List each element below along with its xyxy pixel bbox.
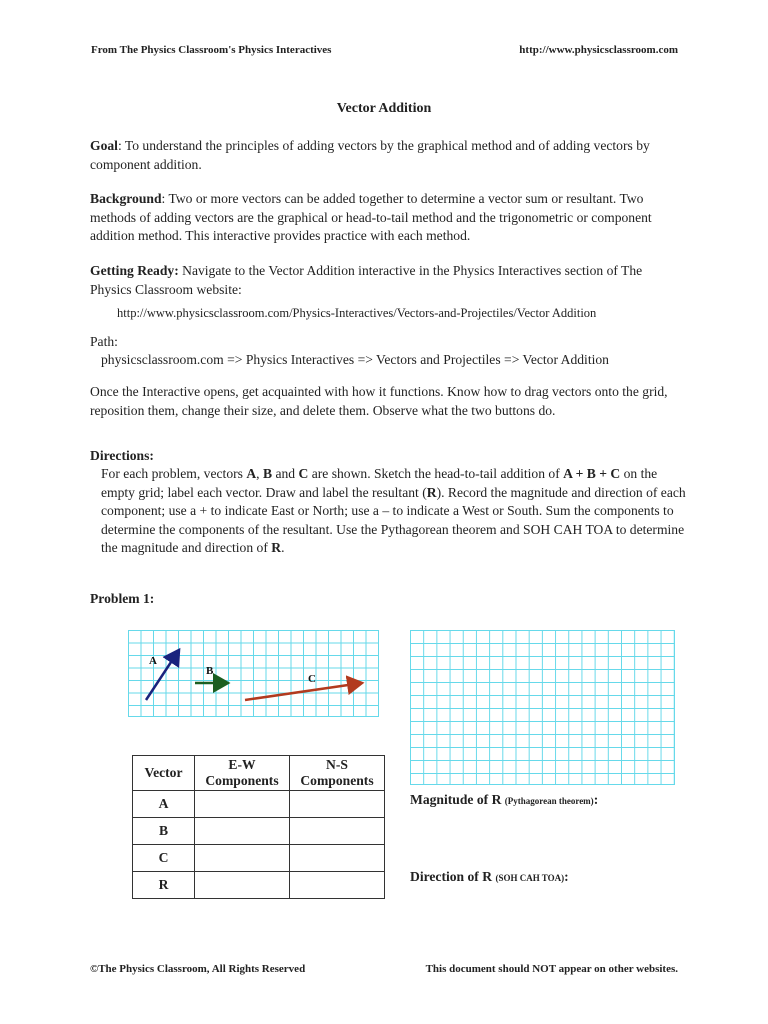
ns-cell[interactable]	[290, 818, 385, 845]
table-row-label: A	[133, 791, 195, 818]
directions-sum: A + B + C	[563, 466, 621, 481]
directions-label: Directions:	[90, 448, 154, 463]
ns-cell[interactable]	[290, 845, 385, 872]
footer-notice: This document should NOT appear on other websites.	[425, 963, 678, 975]
vector-c-label: C	[308, 673, 316, 685]
ew-cell[interactable]	[195, 818, 290, 845]
getting-ready-label: Getting Ready:	[90, 263, 179, 278]
magnitude-colon: :	[593, 792, 599, 807]
ew-cell[interactable]	[195, 845, 290, 872]
table-row-label: C	[133, 845, 195, 872]
directions-t3: and	[272, 466, 299, 481]
header-left-text: From The Physics Classroom's Physics Interactives	[91, 44, 332, 56]
empty-sketch-grid[interactable]	[410, 630, 675, 785]
directions-r: R	[426, 484, 437, 500]
vector-c-arrow	[245, 683, 362, 700]
interactive-url[interactable]: http://www.physicsclassroom.com/Physics-Interactives/Vectors-and-Projectiles/Vector Addition	[117, 306, 597, 320]
directions-t5: on the empty grid; label each vector. Draw and label the resultant (	[101, 466, 658, 500]
path-text: physicsclassroom.com => Physics Interactives => Vectors and Projectiles => Vector Addition	[101, 352, 609, 367]
table-header-vector: Vector	[133, 756, 195, 791]
directions-a: A	[246, 466, 257, 481]
path-label: Path:	[90, 334, 118, 349]
component-table	[132, 755, 385, 899]
problem-label: Problem 1:	[90, 591, 155, 606]
directions-t7: .	[281, 540, 285, 555]
goal-text: : To understand the principles of adding vectors by the graphical method and of adding vectors by component addition.	[90, 138, 650, 172]
table-row	[133, 818, 385, 845]
directions-r2: R	[271, 540, 282, 555]
magnitude-prompt	[410, 792, 598, 808]
direction-colon: :	[564, 869, 569, 884]
vector-b-label: B	[206, 665, 214, 677]
ew-cell[interactable]	[195, 791, 290, 818]
direction-prompt	[410, 869, 569, 885]
direction-label: Direction of R	[410, 869, 496, 884]
table-row	[133, 845, 385, 872]
directions-t6: ). Record the magnitude and direction of each component; use a + to indicate East or North; use a – to indicate a West or South. Sum the components to determine the components of the resultant. Use the Pythagorean theorem and SOH CAH TOA to determine the magnitude and direction of	[101, 484, 686, 555]
ns-cell[interactable]	[290, 791, 385, 818]
once-open-paragraph: Once the Interactive opens, get acquainted with how it functions. Know how to drag vectors onto the grid, reposition them, change their size, and delete them. Observe what the two buttons do.	[90, 384, 668, 418]
vector-a-label: A	[149, 655, 157, 667]
table-header-ns: N-S Components	[290, 756, 385, 791]
goal-paragraph	[90, 137, 680, 174]
table-row-label: R	[133, 872, 195, 899]
directions-t1: For each problem, vectors	[101, 466, 247, 481]
directions-text	[101, 465, 686, 558]
ew-cell[interactable]	[195, 872, 290, 899]
direction-note: (SOH CAH TOA)	[495, 873, 565, 883]
magnitude-note: (Pythagorean theorem)	[504, 796, 594, 806]
vectors-figure	[128, 630, 380, 718]
directions-t2: ,	[256, 466, 263, 481]
goal-label: Goal	[90, 138, 118, 153]
table-row	[133, 791, 385, 818]
directions-c: C	[298, 466, 309, 481]
background-paragraph	[90, 190, 680, 246]
page-title: Vector Addition	[336, 101, 432, 116]
footer-copyright: ©The Physics Classroom, All Rights Reserved	[90, 963, 306, 975]
getting-ready-text: Navigate to the Vector Addition interactive in the Physics Interactives section of The Physics Classroom website:	[90, 263, 643, 297]
background-label: Background	[90, 191, 162, 206]
ns-cell[interactable]	[290, 872, 385, 899]
getting-ready-paragraph	[90, 262, 680, 299]
directions-b: B	[262, 466, 273, 481]
magnitude-label: Magnitude of R	[410, 792, 505, 807]
table-row-label: B	[133, 818, 195, 845]
table-header-ew: E-W Components	[195, 756, 290, 791]
background-text: : Two or more vectors can be added together to determine a vector sum or resultant. Two methods of adding vectors are the graphical or head-to-tail method and the trigonometric or component addition method. This interactive provides practice with each method.	[90, 191, 652, 243]
table-row	[133, 872, 385, 899]
directions-t4: are shown. Sketch the head-to-tail addition of	[308, 466, 564, 481]
header-url[interactable]: http://www.physicsclassroom.com	[519, 44, 678, 56]
